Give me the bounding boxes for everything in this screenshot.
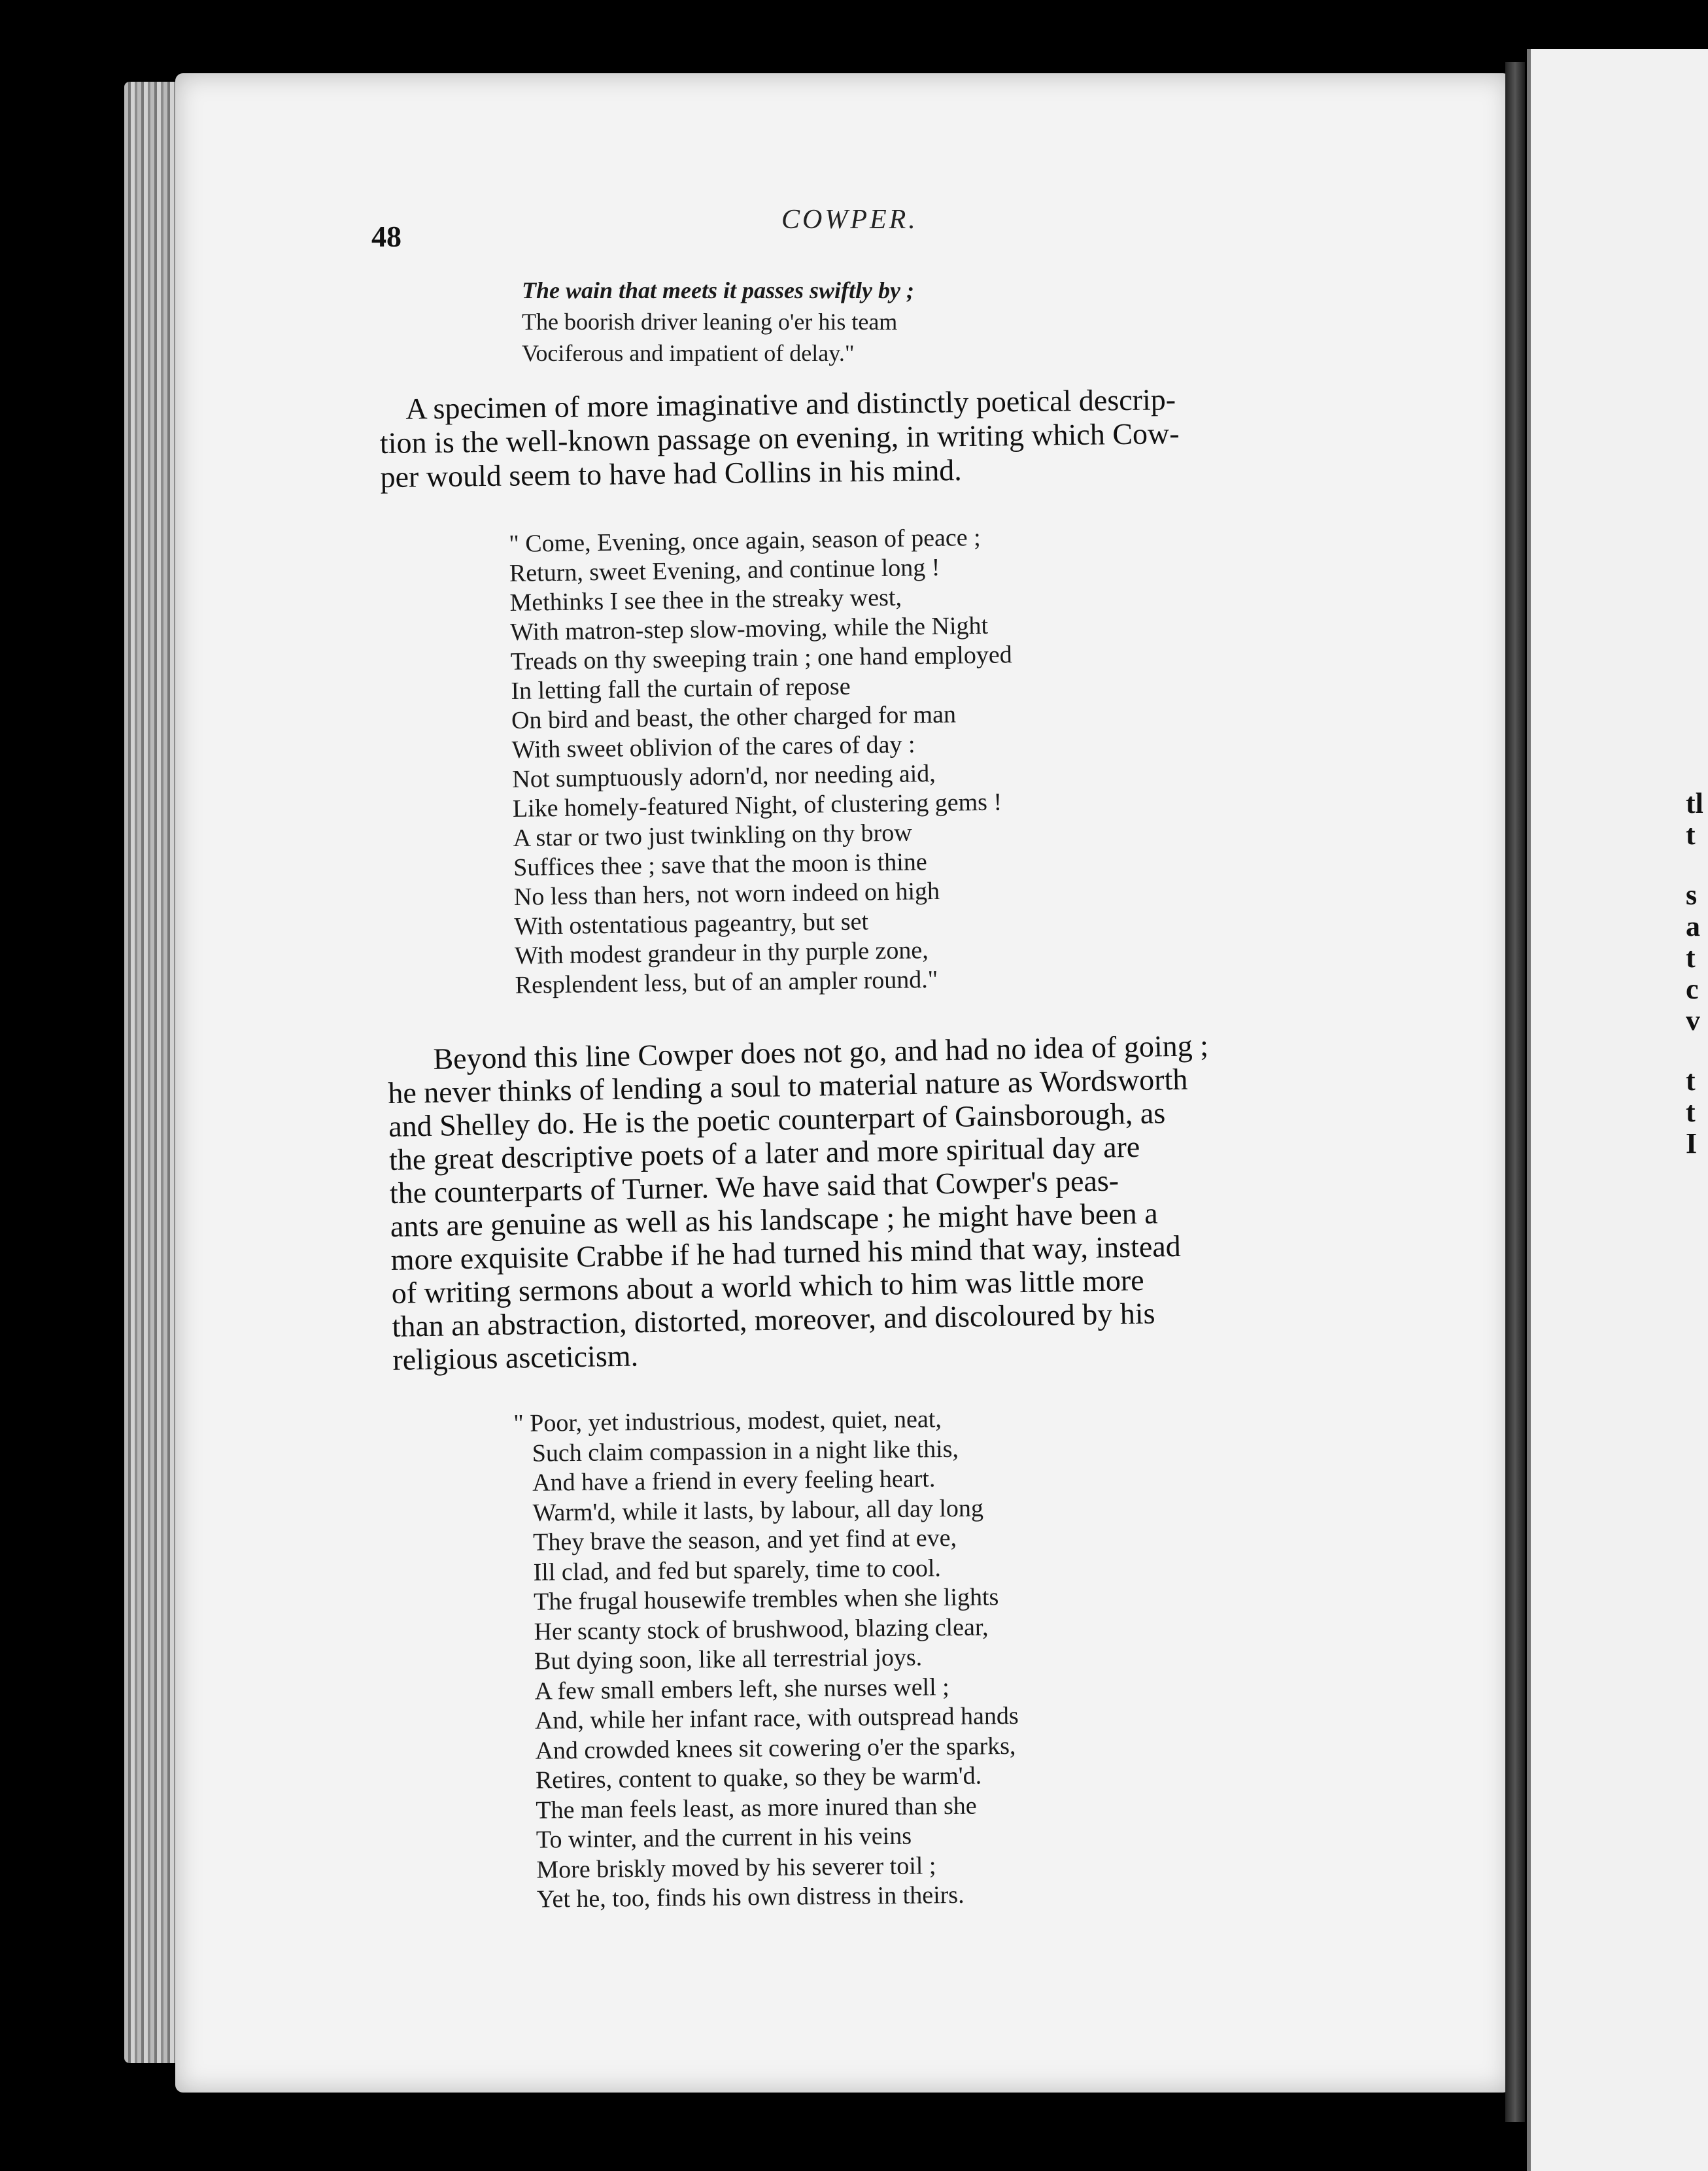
quote-line: On bird and beast, the other charged for man — [511, 700, 957, 734]
text-line: A specimen of more imaginative and distinctly poetical descrip- — [405, 383, 1176, 426]
quote-line: And, while her infant race, with outspread hands — [534, 1701, 1019, 1735]
fragment: t — [1686, 1065, 1696, 1097]
quote-line: They brave the season, and yet find at eve, — [532, 1524, 957, 1556]
quote-line: With sweet oblivion of the cares of day : — [511, 730, 915, 764]
quote-line: To winter, and the current in his veins — [536, 1822, 912, 1854]
text-line: more exquisite Crabbe if he had turned his mind that way, instead — [390, 1229, 1182, 1276]
fragment: v — [1686, 1004, 1700, 1036]
quote-line: Her scanty stock of brushwood, blazing clear, — [534, 1613, 989, 1646]
fragment: a — [1686, 910, 1700, 942]
quote-line: The frugal housewife trembles when she lights — [533, 1583, 999, 1616]
quote-line: Resplendent less, but of an ampler round." — [515, 965, 938, 999]
book-gutter — [1505, 62, 1525, 2122]
quote-line: With ostentatious pageantry, but set — [514, 908, 869, 940]
text-line: the great descriptive poets of a later and more spiritual day are — [388, 1129, 1140, 1176]
quote-line: Return, sweet Evening, and continue long ! — [509, 553, 940, 587]
quote-line: Treads on thy sweeping train ; one hand employed — [510, 641, 1012, 675]
paragraph-specimen — [379, 381, 1348, 494]
quote-line: But dying soon, like all terrestrial joys. — [534, 1643, 923, 1675]
quote-line: " Come, Evening, once again, season of peace ; — [509, 523, 981, 558]
text-line: the counterparts of Turner. We have said that Cowper's peas- — [389, 1163, 1119, 1210]
fragment: c — [1686, 973, 1699, 1005]
page-edges — [124, 82, 183, 2063]
text-line: he never thinks of lending a soul to material nature as Wordsworth — [387, 1062, 1188, 1110]
text-line: Beyond this line Cowper does not go, and had no idea of going ; — [432, 1029, 1209, 1076]
quote-line: Yet he, too, finds his own distress in theirs. — [536, 1881, 965, 1913]
fragment: t — [1686, 942, 1696, 974]
quote-line: Methinks I see thee in the streaky west, — [509, 583, 902, 617]
fragment: t — [1686, 819, 1696, 851]
quote-line: Vociferous and impatient of delay." — [522, 340, 855, 366]
quote-line: And have a friend in every feeling heart. — [532, 1465, 936, 1497]
quote-line: Ill clad, and fed but sparely, time to cool. — [533, 1554, 942, 1586]
text-line: per would seem to have had Collins in his mind. — [380, 453, 963, 494]
quote-line: The wain that meets it passes swiftly by ; — [522, 277, 914, 303]
text-line: ants are genuine as well as his landscape ; he might have been a — [390, 1196, 1159, 1243]
text-line: than an abstraction, distorted, moreover, and discoloured by his — [392, 1296, 1155, 1343]
right-page-fragments — [1686, 788, 1708, 1159]
quote-top — [522, 275, 914, 369]
quote-evening — [509, 522, 1017, 1000]
quote-line: With modest grandeur in thy purple zone, — [514, 936, 929, 970]
text-line: tion is the well-known passage on evening, in writing which Cow- — [379, 417, 1180, 460]
running-title: COWPER. — [781, 205, 918, 235]
fragment: t — [1686, 1096, 1696, 1128]
fragment: tl — [1686, 787, 1703, 819]
quote-poor — [513, 1404, 1021, 1915]
quote-line: Like homely-featured Night, of clustering gems ! — [512, 788, 1002, 823]
right-page — [1527, 49, 1708, 2171]
page-number: 48 — [371, 220, 401, 253]
quote-line: And crowded knees sit cowering o'er the sparks, — [535, 1732, 1016, 1765]
text-line: of writing sermons about a world which to him was little more — [391, 1263, 1145, 1310]
paragraph-beyond — [387, 1026, 1354, 1376]
fragment: I — [1686, 1127, 1698, 1159]
quote-line: Warm'd, while it lasts, by labour, all day long — [532, 1494, 984, 1527]
quote-line: Such claim compassion in a night like this, — [532, 1435, 959, 1467]
quote-line: No less than hers, not worn indeed on high — [513, 877, 940, 911]
quote-line: In letting fall the curtain of repose — [511, 672, 851, 705]
quote-line: Retires, content to quake, so they be warm'd. — [535, 1762, 982, 1794]
text-line: religious asceticism. — [392, 1339, 639, 1376]
quote-line: Suffices thee ; save that the moon is thine — [513, 848, 927, 881]
fragment: s — [1686, 879, 1698, 911]
quote-line: A few small embers left, she nurses well ; — [534, 1673, 949, 1705]
quote-line: The man feels least, as more inured than she — [536, 1792, 977, 1824]
quote-line: A star or two just twinkling on thy brow — [513, 819, 912, 852]
quote-line: " Poor, yet industrious, modest, quiet, neat, — [513, 1405, 942, 1437]
quote-line: With matron-step slow-moving, while the Night — [509, 611, 989, 646]
text-line: and Shelley do. He is the poetic counterpart of Gainsborough, as — [388, 1096, 1166, 1143]
quote-line: The boorish driver leaning o'er his team — [522, 309, 898, 335]
quote-line: More briskly moved by his severer toil ; — [536, 1851, 936, 1884]
quote-line: Not sumptuously adorn'd, nor needing aid, — [512, 759, 936, 793]
